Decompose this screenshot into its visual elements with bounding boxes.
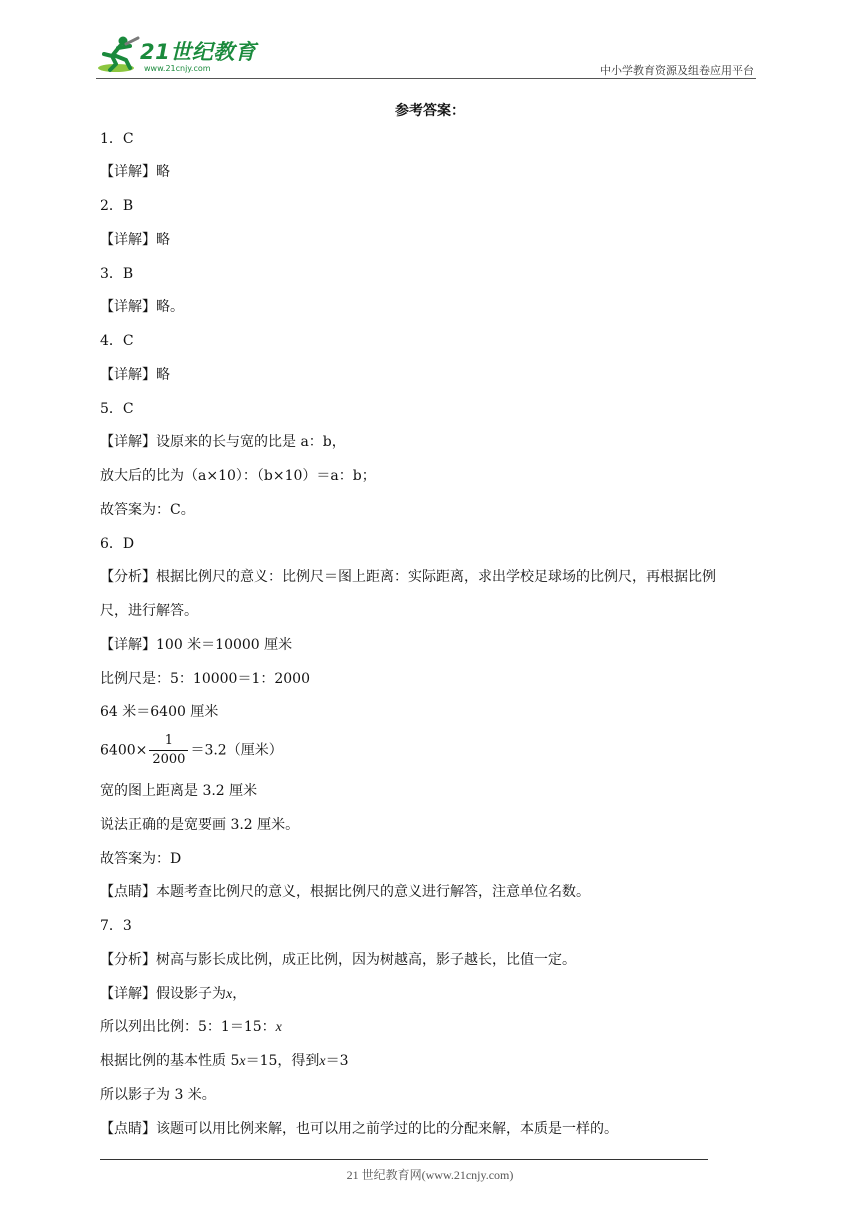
site-logo <box>96 34 266 78</box>
answer-line <box>100 1017 765 1038</box>
variable-x: x <box>226 987 233 1002</box>
logo-url: www.21cnjy.com <box>144 64 211 73</box>
header-platform-text: 中小学教育资源及组卷应用平台 <box>600 64 754 77</box>
answer-line: 【详解】略 <box>100 232 170 248</box>
answer-line: 7．3 <box>100 918 132 934</box>
prop-text-a: 根据比例的基本性质 5 <box>100 1053 240 1069</box>
footer-divider <box>100 1159 708 1160</box>
answer-line <box>100 1051 765 1072</box>
fraction-prefix: 6400× <box>100 742 148 759</box>
fraction-equation <box>100 732 765 769</box>
fraction <box>149 732 188 769</box>
answer-line: 【详解】略。 <box>100 299 184 315</box>
answer-line: 故答案为：D <box>100 851 182 867</box>
page-title: 参考答案： <box>395 103 465 119</box>
answer-line: 放大后的比为（a×10）：（b×10）＝a：b； <box>100 468 376 484</box>
variable-x: x <box>239 1054 246 1069</box>
header-divider <box>96 78 756 79</box>
answer-line: 6．D <box>100 536 135 552</box>
answer-line: 64 米＝6400 厘米 <box>100 704 219 720</box>
answer-line: 尺，进行解答。 <box>100 603 198 619</box>
answer-line: 2．B <box>100 198 134 214</box>
answer-line: 【分析】树高与影长成比例，成正比例，因为树越高，影子越长，比值一定。 <box>100 952 576 968</box>
answer-line: 【详解】略 <box>100 367 170 383</box>
answer-line: 【点睛】本题考查比例尺的意义，根据比例尺的意义进行解答，注意单位名数。 <box>100 884 590 900</box>
detail-text: 【详解】假设影子为 <box>100 986 226 1002</box>
logo-text: 21世纪教育 <box>140 40 257 64</box>
prop-text-b: ＝15，得到 <box>245 1053 320 1069</box>
answer-line: 说法正确的是宽要画 3.2 厘米。 <box>100 817 300 833</box>
page-header <box>96 28 756 80</box>
prop-text-c: ＝3 <box>325 1053 349 1069</box>
answer-line: 比例尺是：5：10000＝1：2000 <box>100 671 310 687</box>
answer-line: 所以影子为 3 米。 <box>100 1087 216 1103</box>
answer-line: 3．B <box>100 266 134 282</box>
variable-x: x <box>319 1054 326 1069</box>
answer-line: 【详解】100 米＝10000 厘米 <box>100 637 293 653</box>
runner-logo-icon <box>96 34 140 76</box>
answer-line: 4．C <box>100 333 134 349</box>
answer-line: 1．C <box>100 131 134 147</box>
page-footer: 21 世纪教育网(www.21cnjy.com) <box>346 1168 514 1182</box>
fraction-denominator: 2000 <box>152 752 186 767</box>
variable-x: x <box>275 1020 282 1035</box>
answer-line: 【详解】略 <box>100 164 170 180</box>
answer-line: 【详解】设原来的长与宽的比是 a：b， <box>100 434 346 450</box>
fraction-numerator: 1 <box>149 732 188 751</box>
answer-line: 【分析】根据比例尺的意义：比例尺＝图上距离：实际距离，求出学校足球场的比例尺，再根据比例 <box>100 569 716 585</box>
answer-line: 宽的图上距离是 3.2 厘米 <box>100 783 258 799</box>
answer-line: 故答案为：C。 <box>100 502 195 518</box>
detail-tail: ， <box>232 986 247 1002</box>
ratio-text: 所以列出比例：5：1＝15： <box>100 1019 276 1035</box>
fraction-suffix: ＝3.2（厘米） <box>190 742 283 759</box>
answer-line: 5．C <box>100 401 134 417</box>
answer-line: 【点睛】该题可以用比例来解，也可以用之前学过的比的分配来解，本质是一样的。 <box>100 1121 618 1137</box>
answer-line <box>100 984 765 1005</box>
